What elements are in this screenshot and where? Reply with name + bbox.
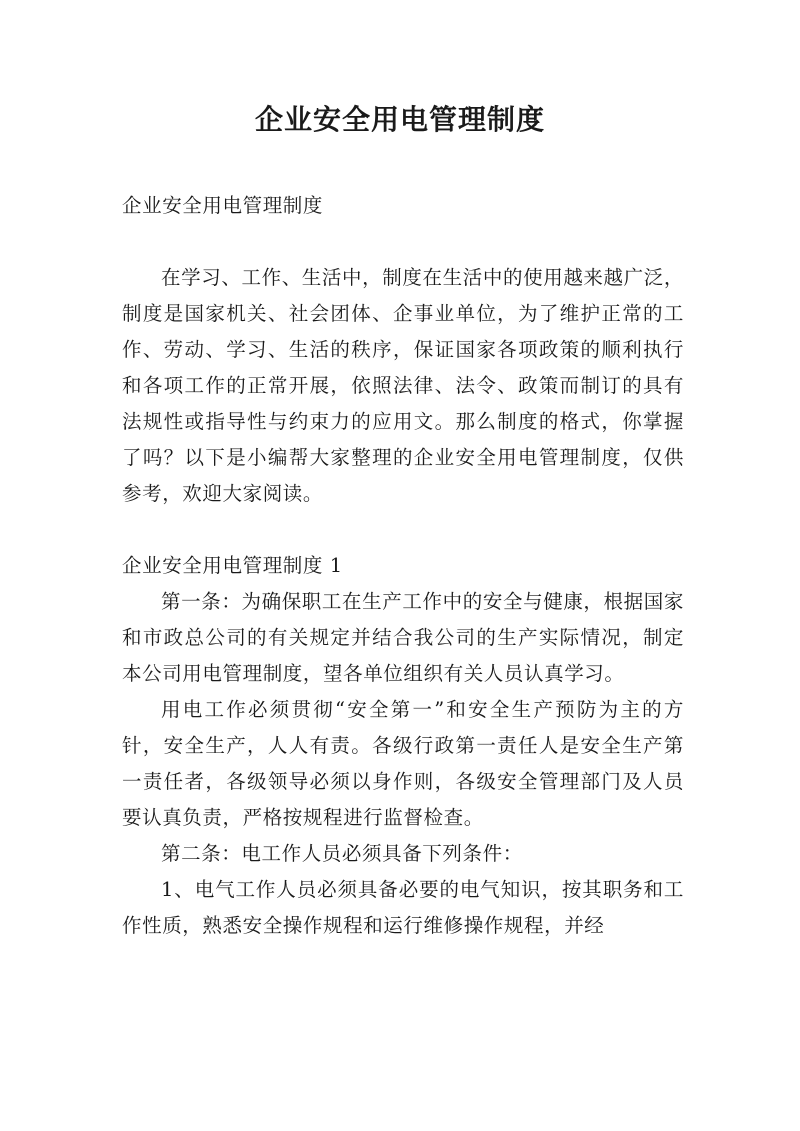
section-heading: 企业安全用电管理制度 1 <box>122 554 343 577</box>
document-body <box>122 188 684 944</box>
document-title: 企业安全用电管理制度 <box>254 103 545 136</box>
body-paragraph: 第二条：电工作人员必须具备下列条件： <box>161 842 523 865</box>
document-subtitle: 企业安全用电管理制度 <box>122 194 324 217</box>
body-paragraph: 第一条：为确保职工在生产工作中的安全与健康，根据国家和市政总公司的有关规定并结合我公司的生产实际情况，制定本公司用电管理制度，望各单位组织有关人员认真学习。 <box>122 590 684 685</box>
body-paragraph: 1、电气工作人员必须具备必要的电气知识，按其职务和工作性质，熟悉安全操作规程和运行维修操作规程，并经 <box>122 878 684 937</box>
intro-paragraph: 在学习、工作、生活中，制度在生活中的使用越来越广泛，制度是国家机关、社会团体、企事业单位，为了维护正常的工作、劳动、学习、生活的秩序，保证国家各项政策的顺利执行和各项工作的正常开展，依照法律、法令、政策而制订的具有法规性或指导性与约束力的应用文。那么制度的格式，你掌握了吗？以下是小编帮大家整理的企业安全用电管理制度，仅供参考，欢迎大家阅读。 <box>122 266 684 505</box>
body-paragraph: 用电工作必须贯彻“安全第一”和安全生产预防为主的方针，安全生产，人人有责。各级行政第一责任人是安全生产第一责任者，各级领导必须以身作则，各级安全管理部门及人员要认真负责，严格按规程进行监督检查。 <box>122 698 684 829</box>
